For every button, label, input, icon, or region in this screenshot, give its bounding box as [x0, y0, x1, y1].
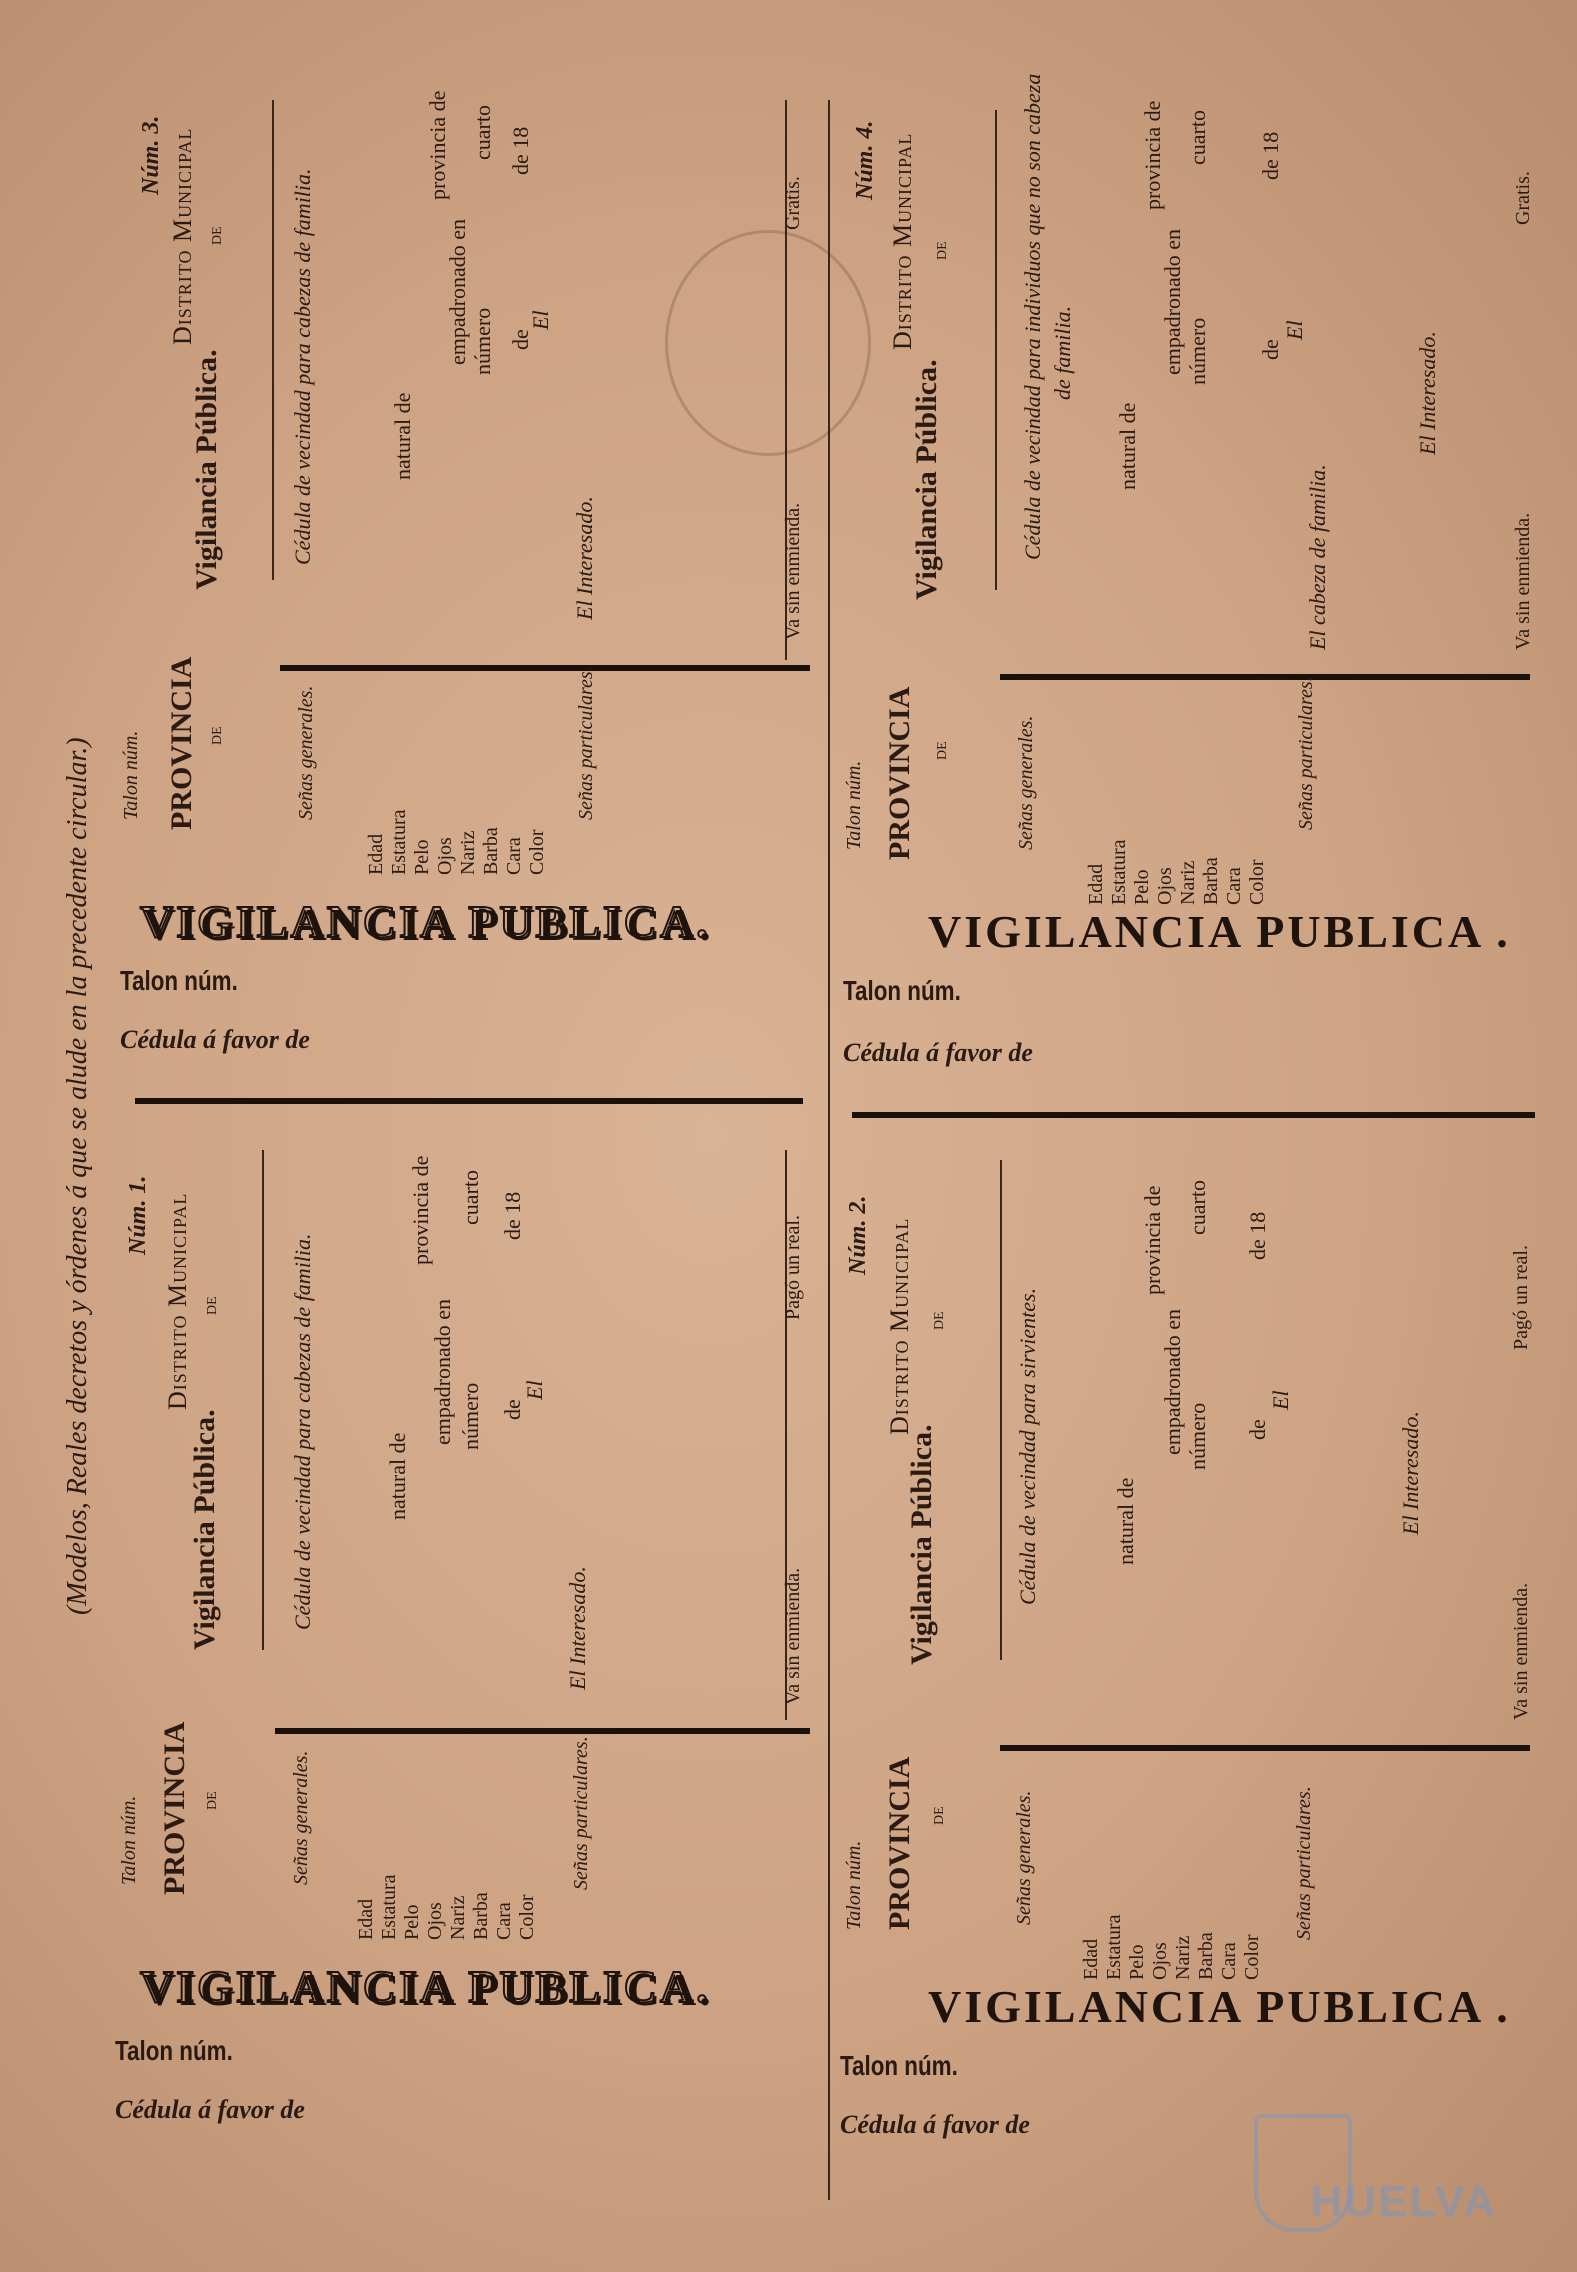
interesado-label: El Interesado.: [1415, 331, 1440, 455]
gratis-label: Gratis.: [782, 176, 804, 230]
de-label-2: DE: [205, 1791, 220, 1810]
sin-enmienda-label: Va sin enmienda.: [1510, 1582, 1532, 1720]
provincia-label: PROVINCIA: [883, 1756, 916, 1930]
de-label: DE: [210, 226, 225, 245]
senas-particulares-label: Señas particulares.: [575, 666, 597, 820]
talon-num-bottom: Talon núm.: [115, 2035, 233, 2066]
feature-edad: Edad: [1085, 863, 1107, 905]
talon-num-bottom: Talon núm.: [120, 965, 238, 996]
cedula-title: Cédula de vecindad para cabezas de familia.: [290, 168, 315, 565]
feature-nariz: Nariz: [457, 830, 479, 875]
provincia-de-label: provincia de: [1140, 100, 1165, 210]
provincia-de-label: provincia de: [408, 1155, 433, 1265]
de18-label: de 18: [1245, 1211, 1270, 1260]
watermark-text: HUELVA: [1310, 2177, 1497, 2226]
distrito-label: Distrito Municipal: [885, 1217, 914, 1435]
ghost-seal: [665, 230, 871, 456]
feature-nariz: Nariz: [1172, 1935, 1194, 1980]
empadronado-label: empadronado en: [445, 219, 470, 365]
cuarto-label: cuarto: [458, 1170, 483, 1225]
talon-num-bottom: Talon núm.: [843, 975, 961, 1006]
senas-particulares-label: Señas particulares.: [570, 1736, 592, 1890]
feature-pelo: Pelo: [411, 839, 433, 875]
feature-pelo: Pelo: [1126, 1944, 1148, 1980]
feature-edad: Edad: [355, 1898, 377, 1940]
feature-cara: Cara: [1218, 1942, 1240, 1980]
senas-generales-label: Señas generales.: [295, 685, 317, 820]
feature-barba: Barba: [480, 827, 502, 875]
numero-label: número: [458, 1382, 483, 1450]
senas-generales-label: Señas generales.: [1015, 715, 1037, 850]
de-short-label: de: [1258, 339, 1283, 360]
talon-num-label: Talon núm.: [120, 730, 142, 820]
el-label: El: [528, 310, 553, 330]
natural-label: natural de: [1115, 402, 1140, 490]
header-label: Vigilancia Pública.: [905, 1424, 938, 1665]
feature-estatura: Estatura: [1108, 839, 1130, 905]
feature-color: Color: [516, 1894, 538, 1940]
senas-particulares-label: Señas particulares.: [1295, 676, 1317, 830]
feature-estatura: Estatura: [1103, 1914, 1125, 1980]
cedula-title: Cédula de vecindad para individuos que no son cabeza: [1020, 73, 1045, 560]
feature-cara: Cara: [1223, 867, 1245, 905]
de-label: DE: [205, 1296, 220, 1315]
empadronado-label: empadronado en: [1160, 229, 1185, 375]
feature-nariz: Nariz: [1177, 860, 1199, 905]
de18-label: de 18: [500, 1191, 525, 1240]
feature-edad: Edad: [1080, 1938, 1102, 1980]
el-label: El: [1282, 320, 1307, 340]
vigilancia-title: VIGILANCIA PUBLICA .: [928, 906, 1511, 957]
feature-cara: Cara: [493, 1902, 515, 1940]
interesado-label: El Interesado.: [572, 496, 597, 620]
feature-pelo: Pelo: [1131, 869, 1153, 905]
pago-label: Pagó un real.: [782, 1215, 804, 1320]
numero-label: número: [470, 307, 495, 375]
natural-label: natural de: [385, 1432, 410, 1520]
de-label: DE: [932, 1311, 947, 1330]
de-label-2: DE: [932, 1806, 947, 1825]
el-label: El: [522, 1380, 547, 1400]
talon-num-label: Talon núm.: [118, 1795, 140, 1885]
feature-barba: Barba: [470, 1892, 492, 1940]
provincia-label: PROVINCIA: [165, 656, 198, 830]
form-number: Núm. 4.: [852, 120, 878, 200]
favor-label: Cédula á favor de: [840, 2110, 1030, 2139]
vigilancia-title: VIGILANCIA PUBLICA .: [928, 1981, 1511, 2032]
cuarto-label: cuarto: [470, 105, 495, 160]
feature-cara: Cara: [503, 837, 525, 875]
feature-color: Color: [1246, 859, 1268, 905]
de-label-2: DE: [935, 741, 950, 760]
talon-num-bottom: Talon núm.: [840, 2050, 958, 2081]
feature-estatura: Estatura: [388, 809, 410, 875]
feature-ojos: Ojos: [434, 837, 456, 875]
talon-num-label: Talon núm.: [843, 1840, 865, 1930]
favor-label: Cédula á favor de: [120, 1025, 310, 1054]
de-label: DE: [935, 241, 950, 260]
cedula-title-2: de familia.: [1050, 305, 1075, 400]
header-label: Vigilancia Pública.: [190, 349, 223, 590]
natural-label: natural de: [390, 392, 415, 480]
numero-label: número: [1185, 1402, 1210, 1470]
provincia-label: PROVINCIA: [158, 1721, 191, 1895]
de-label-2: DE: [210, 726, 225, 745]
feature-barba: Barba: [1195, 1932, 1217, 1980]
cuarto-label: cuarto: [1185, 1180, 1210, 1235]
gratis-label: Gratis.: [1512, 171, 1534, 225]
el-label: El: [1268, 1390, 1293, 1410]
feature-pelo: Pelo: [401, 1904, 423, 1940]
de-short-label: de: [508, 329, 533, 350]
header-label: Vigilancia Pública.: [910, 359, 943, 600]
feature-edad: Edad: [365, 833, 387, 875]
favor-label: Cédula á favor de: [115, 2095, 305, 2124]
feature-ojos: Ojos: [1149, 1942, 1171, 1980]
sin-enmienda-label: Va sin enmienda.: [1512, 512, 1534, 650]
natural-label: natural de: [1113, 1477, 1138, 1565]
interesado-label: El Interesado.: [565, 1566, 590, 1690]
interesado-label: El Interesado.: [1398, 1411, 1423, 1535]
distrito-label: Distrito Municipal: [888, 132, 917, 350]
feature-ojos: Ojos: [1154, 867, 1176, 905]
header-label: Vigilancia Pública.: [188, 1409, 221, 1650]
de-short-label: de: [500, 1399, 525, 1420]
vigilancia-title: VIGILANCIA PUBLICA.: [140, 1961, 711, 2012]
vigilancia-title: VIGILANCIA PUBLICA.: [140, 896, 711, 947]
de-short-label: de: [1245, 1419, 1270, 1440]
talon-num-label: Talon núm.: [843, 760, 865, 850]
empadronado-label: empadronado en: [430, 1299, 455, 1445]
feature-color: Color: [526, 829, 548, 875]
empadronado-label: empadronado en: [1160, 1309, 1185, 1455]
senas-generales-label: Señas generales.: [290, 1750, 312, 1885]
provincia-de-label: provincia de: [425, 90, 450, 200]
form-number: Núm. 3.: [138, 115, 164, 195]
sin-enmienda-label: Va sin enmienda.: [782, 502, 804, 640]
cabeza-label: El cabeza de familia.: [1305, 464, 1330, 650]
distrito-label: Distrito Municipal: [163, 1192, 192, 1410]
de18-label: de 18: [1258, 131, 1283, 180]
favor-label: Cédula á favor de: [843, 1038, 1033, 1067]
distrito-label: Distrito Municipal: [168, 127, 197, 345]
cedula-title: Cédula de vecindad para sirvientes.: [1015, 1287, 1040, 1605]
senas-particulares-label: Señas particulares.: [1293, 1786, 1315, 1940]
numero-label: número: [1185, 317, 1210, 385]
form-number: Núm. 1.: [125, 1175, 151, 1255]
cedula-title: Cédula de vecindad para cabezas de familia.: [290, 1233, 315, 1630]
form-number: Núm. 2.: [845, 1195, 871, 1275]
side-note: (Modelos, Reales decretos y órdenes á que se alude en la precedente circular.): [62, 737, 93, 1615]
provincia-label: PROVINCIA: [883, 686, 916, 860]
de18-label: de 18: [508, 126, 533, 175]
cuarto-label: cuarto: [1185, 110, 1210, 165]
senas-generales-label: Señas generales.: [1013, 1790, 1035, 1925]
feature-ojos: Ojos: [424, 1902, 446, 1940]
feature-estatura: Estatura: [378, 1874, 400, 1940]
pago-label: Pagó un real.: [1510, 1245, 1532, 1350]
sin-enmienda-label: Va sin enmienda.: [782, 1567, 804, 1705]
feature-barba: Barba: [1200, 857, 1222, 905]
feature-color: Color: [1241, 1934, 1263, 1980]
feature-nariz: Nariz: [447, 1895, 469, 1940]
provincia-de-label: provincia de: [1140, 1185, 1165, 1295]
